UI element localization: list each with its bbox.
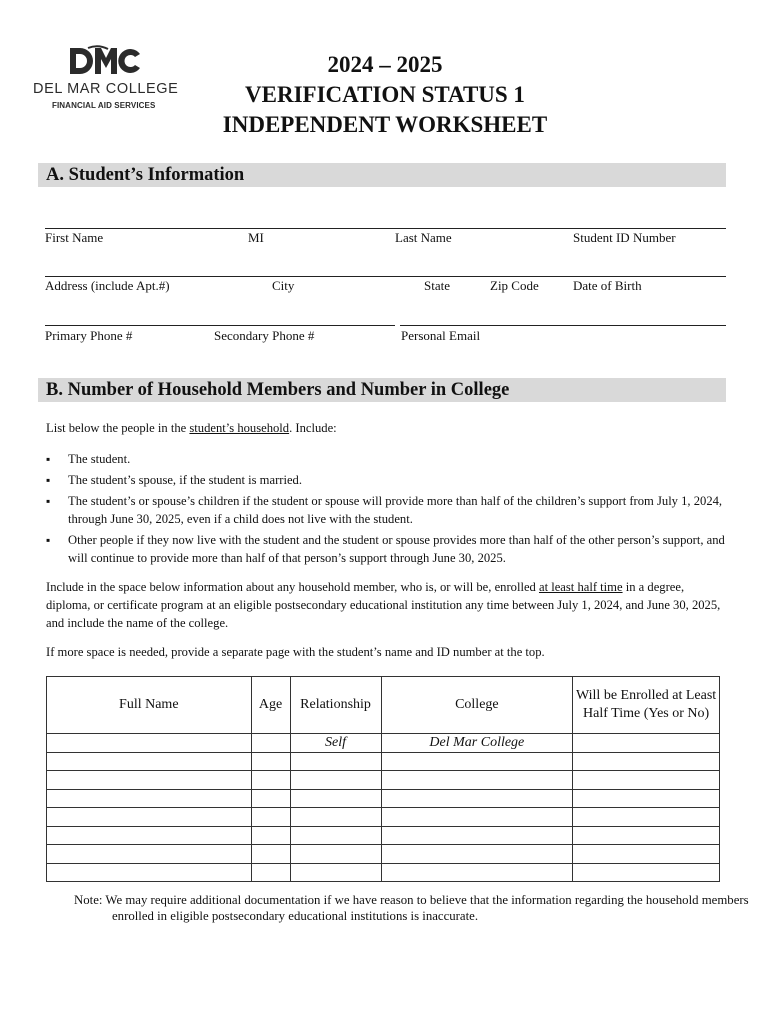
col-age: Age — [251, 677, 290, 734]
household-term: student’s household — [189, 421, 290, 435]
dmc-logo-icon — [68, 44, 142, 78]
list-item: ▪ The student. — [46, 450, 726, 468]
col-enrolled: Will be Enrolled at Least Half Time (Yes or No) — [573, 677, 720, 734]
title-status: VERIFICATION STATUS 1 — [245, 82, 525, 107]
label-address: Address (include Apt.#) — [45, 278, 170, 293]
title-year: 2024 – 2025 — [327, 52, 443, 77]
list-item: ▪ The student’s spouse, if the student is married. — [46, 471, 726, 489]
table-row — [47, 863, 720, 882]
household-intro: List below the people in the student’s household. Include: — [46, 421, 337, 435]
section-b-heading: B. Number of Household Members and Number in College — [38, 378, 726, 402]
col-college: College — [381, 677, 573, 734]
half-time-term: at least half time — [538, 580, 623, 594]
table-row — [47, 734, 720, 753]
label-dob: Date of Birth — [573, 278, 642, 293]
cell-full-name[interactable] — [47, 734, 252, 753]
table-row — [47, 789, 720, 808]
table-row — [47, 771, 720, 790]
col-full-name: Full Name — [47, 677, 252, 734]
cell-college: Del Mar College — [381, 734, 573, 753]
label-secondary-phone: Secondary Phone # — [214, 328, 315, 343]
col-relationship: Relationship — [290, 677, 381, 734]
table-row — [47, 752, 720, 771]
list-item: ▪ Other people if they now live with the student and the student or spouse provides more than half of the other person’s support, and will continue to provide more than half of that person’s support through June 30, 2025. — [46, 531, 726, 567]
label-last-name: Last Name — [395, 230, 452, 245]
field-line-row2[interactable] — [45, 276, 726, 277]
label-mi: MI — [248, 230, 264, 245]
label-personal-email: Personal Email — [401, 328, 481, 343]
table-row — [47, 845, 720, 864]
enrollment-paragraph: Include in the space below information about any household member, who is, or will be, enrolled at least half time in a degree, diploma, or certificate program at an eligible postsecondary educational institution any time between July 1, 2024, and June 30, 2025, and include the name of the college. — [46, 580, 721, 630]
more-space-paragraph: If more space is needed, provide a separate page with the student’s name and ID number at the top. — [46, 645, 545, 659]
section-a-heading: A. Student’s Information — [38, 163, 726, 187]
label-first-name: First Name — [45, 230, 104, 245]
field-line-phones[interactable] — [45, 325, 395, 326]
cell-relationship: Self — [290, 734, 381, 753]
household-table — [46, 676, 720, 882]
title-worksheet: INDEPENDENT WORKSHEET — [222, 112, 548, 137]
cell-enrolled[interactable] — [573, 734, 720, 753]
household-bullets — [46, 450, 726, 570]
table-row — [47, 808, 720, 827]
cell-age[interactable] — [251, 734, 290, 753]
label-zip: Zip Code — [490, 278, 539, 293]
list-item: ▪ The student’s or spouse’s children if the student or spouse will provide more than half of the children’s support from July 1, 2024, through June 30, 2025, even if a child does not live with the student. — [46, 492, 726, 528]
field-line-email[interactable] — [400, 325, 726, 326]
label-student-id: Student ID Number — [573, 230, 676, 245]
page-title — [180, 50, 590, 140]
label-state: State — [424, 278, 450, 293]
logo-department: FINANCIAL AID SERVICES — [52, 101, 156, 110]
logo-college-name: DEL MAR COLLEGE — [33, 81, 179, 97]
field-line-row1[interactable] — [45, 228, 726, 229]
footnote: Note: We may require additional documentation if we have reason to believe that the information regarding the household members enrolled in eligible postsecondary educational institutions is inaccurate. — [74, 893, 749, 923]
table-row — [47, 826, 720, 845]
label-city: City — [272, 278, 295, 293]
label-primary-phone: Primary Phone # — [45, 328, 133, 343]
